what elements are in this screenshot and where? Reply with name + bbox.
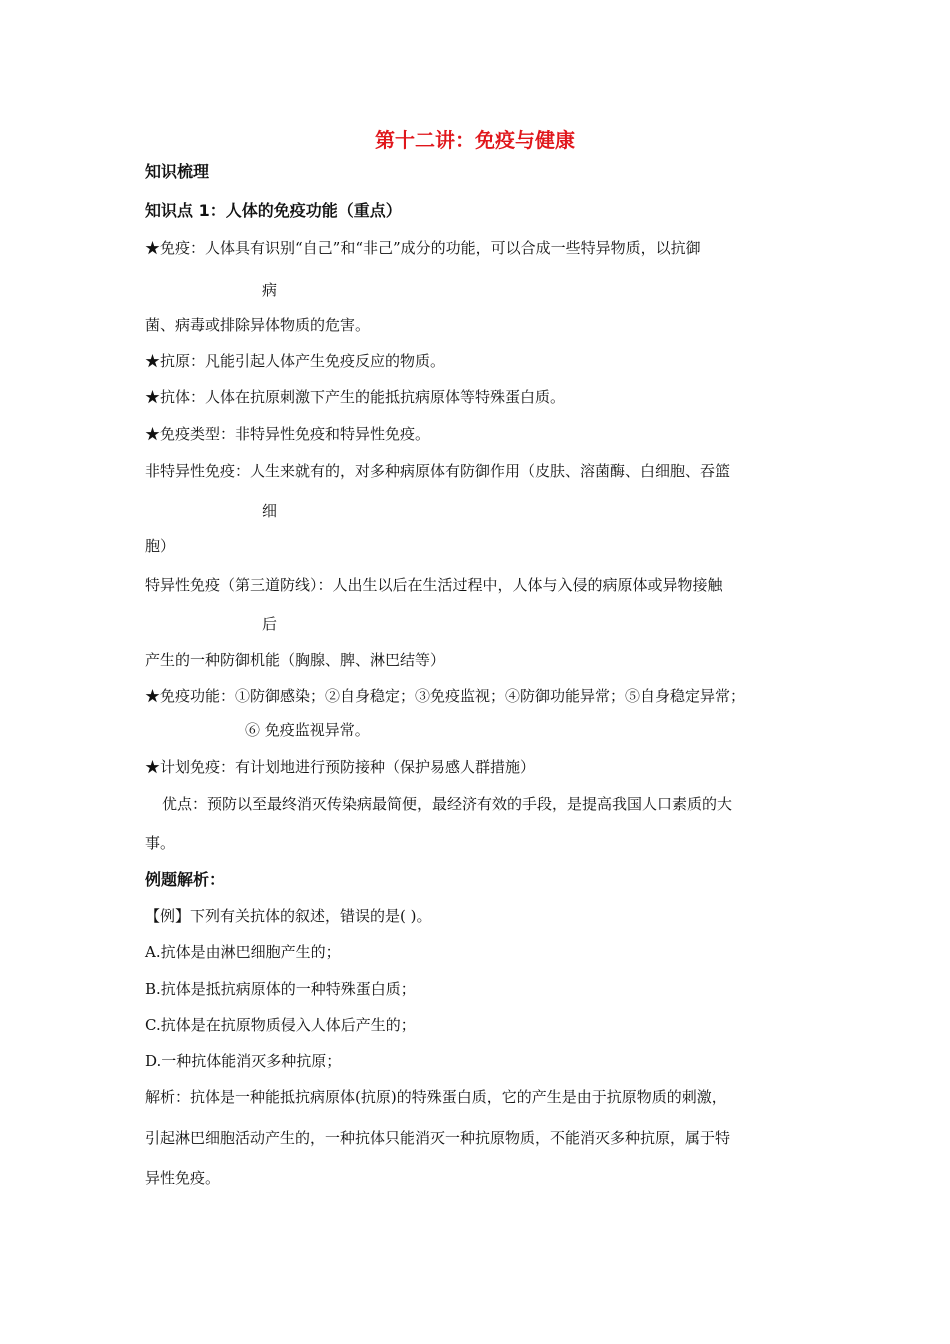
example-question: 【例】下列有关抗体的叙述，错误的是( )。 [145,907,432,925]
analysis-line3: 异性免疫。 [145,1169,221,1187]
immunity-definition-line1: ★免疫：人体具有识别“自己”和“非己”成分的功能，可以合成一些特异物质，以抗御 [145,239,701,257]
section-heading: 知识梳理 [145,162,210,181]
specific-immunity-wrap: 后 [262,615,278,633]
specific-immunity-line1: 特异性免疫（第三道防线）：人出生以后在生活过程中，人体与入侵的病原体或异物接触 [145,576,723,594]
immune-functions-line2: ⑥ 免疫监视异常。 [245,721,370,739]
immune-types: ★免疫类型：非特异性免疫和特异性免疫。 [145,425,431,443]
analysis-line1: 解析：抗体是一种能抵抗病原体(抗原)的特殊蛋白质，它的产生是由于抗原物质的刺激， [145,1088,727,1106]
nonspecific-immunity-line2: 胞） [145,537,176,555]
immune-functions-line1: ★免疫功能：①防御感染；②自身稳定；③免疫监视；④防御功能异常；⑤自身稳定异常； [145,687,746,705]
antibody-definition: ★抗体：人体在抗原刺激下产生的能抵抗病原体等特殊蛋白质。 [145,388,566,406]
option-d: D.一种抗体能消灭多种抗原； [145,1052,342,1070]
immunity-definition-line2: 菌、病毒或排除异体物质的危害。 [145,316,371,334]
example-heading: 例题解析： [145,870,226,889]
option-a: A.抗体是由淋巴细胞产生的； [145,943,341,961]
advantage-line2: 事。 [145,834,176,852]
page-title: 第十二讲：免疫与健康 [375,128,575,152]
advantage-line1: 优点：预防以至最终消灭传染病最简便，最经济有效的手段，是提高我国人口素质的大 [162,795,733,813]
analysis-line2: 引起淋巴细胞活动产生的，一种抗体只能消灭一种抗原物质，不能消灭多种抗原，属于特 [145,1129,731,1147]
nonspecific-immunity-wrap: 细 [262,502,278,520]
immunity-definition-wrap: 病 [262,281,278,299]
antigen-definition: ★抗原：凡能引起人体产生免疫反应的物质。 [145,352,446,370]
option-b: B.抗体是抵抗病原体的一种特殊蛋白质； [145,980,416,998]
option-c: C.抗体是在抗原物质侵入人体后产生的； [145,1016,416,1034]
specific-immunity-line2: 产生的一种防御机能（胸腺、脾、淋巴结等） [145,651,446,669]
knowledge-point-heading: 知识点 1：人体的免疫功能（重点） [145,201,402,220]
nonspecific-immunity-line1: 非特异性免疫：人生来就有的，对多种病原体有防御作用（皮肤、溶菌酶、白细胞、吞篮 [145,462,731,480]
planned-immunization: ★计划免疫：有计划地进行预防接种（保护易感人群措施） [145,758,536,776]
